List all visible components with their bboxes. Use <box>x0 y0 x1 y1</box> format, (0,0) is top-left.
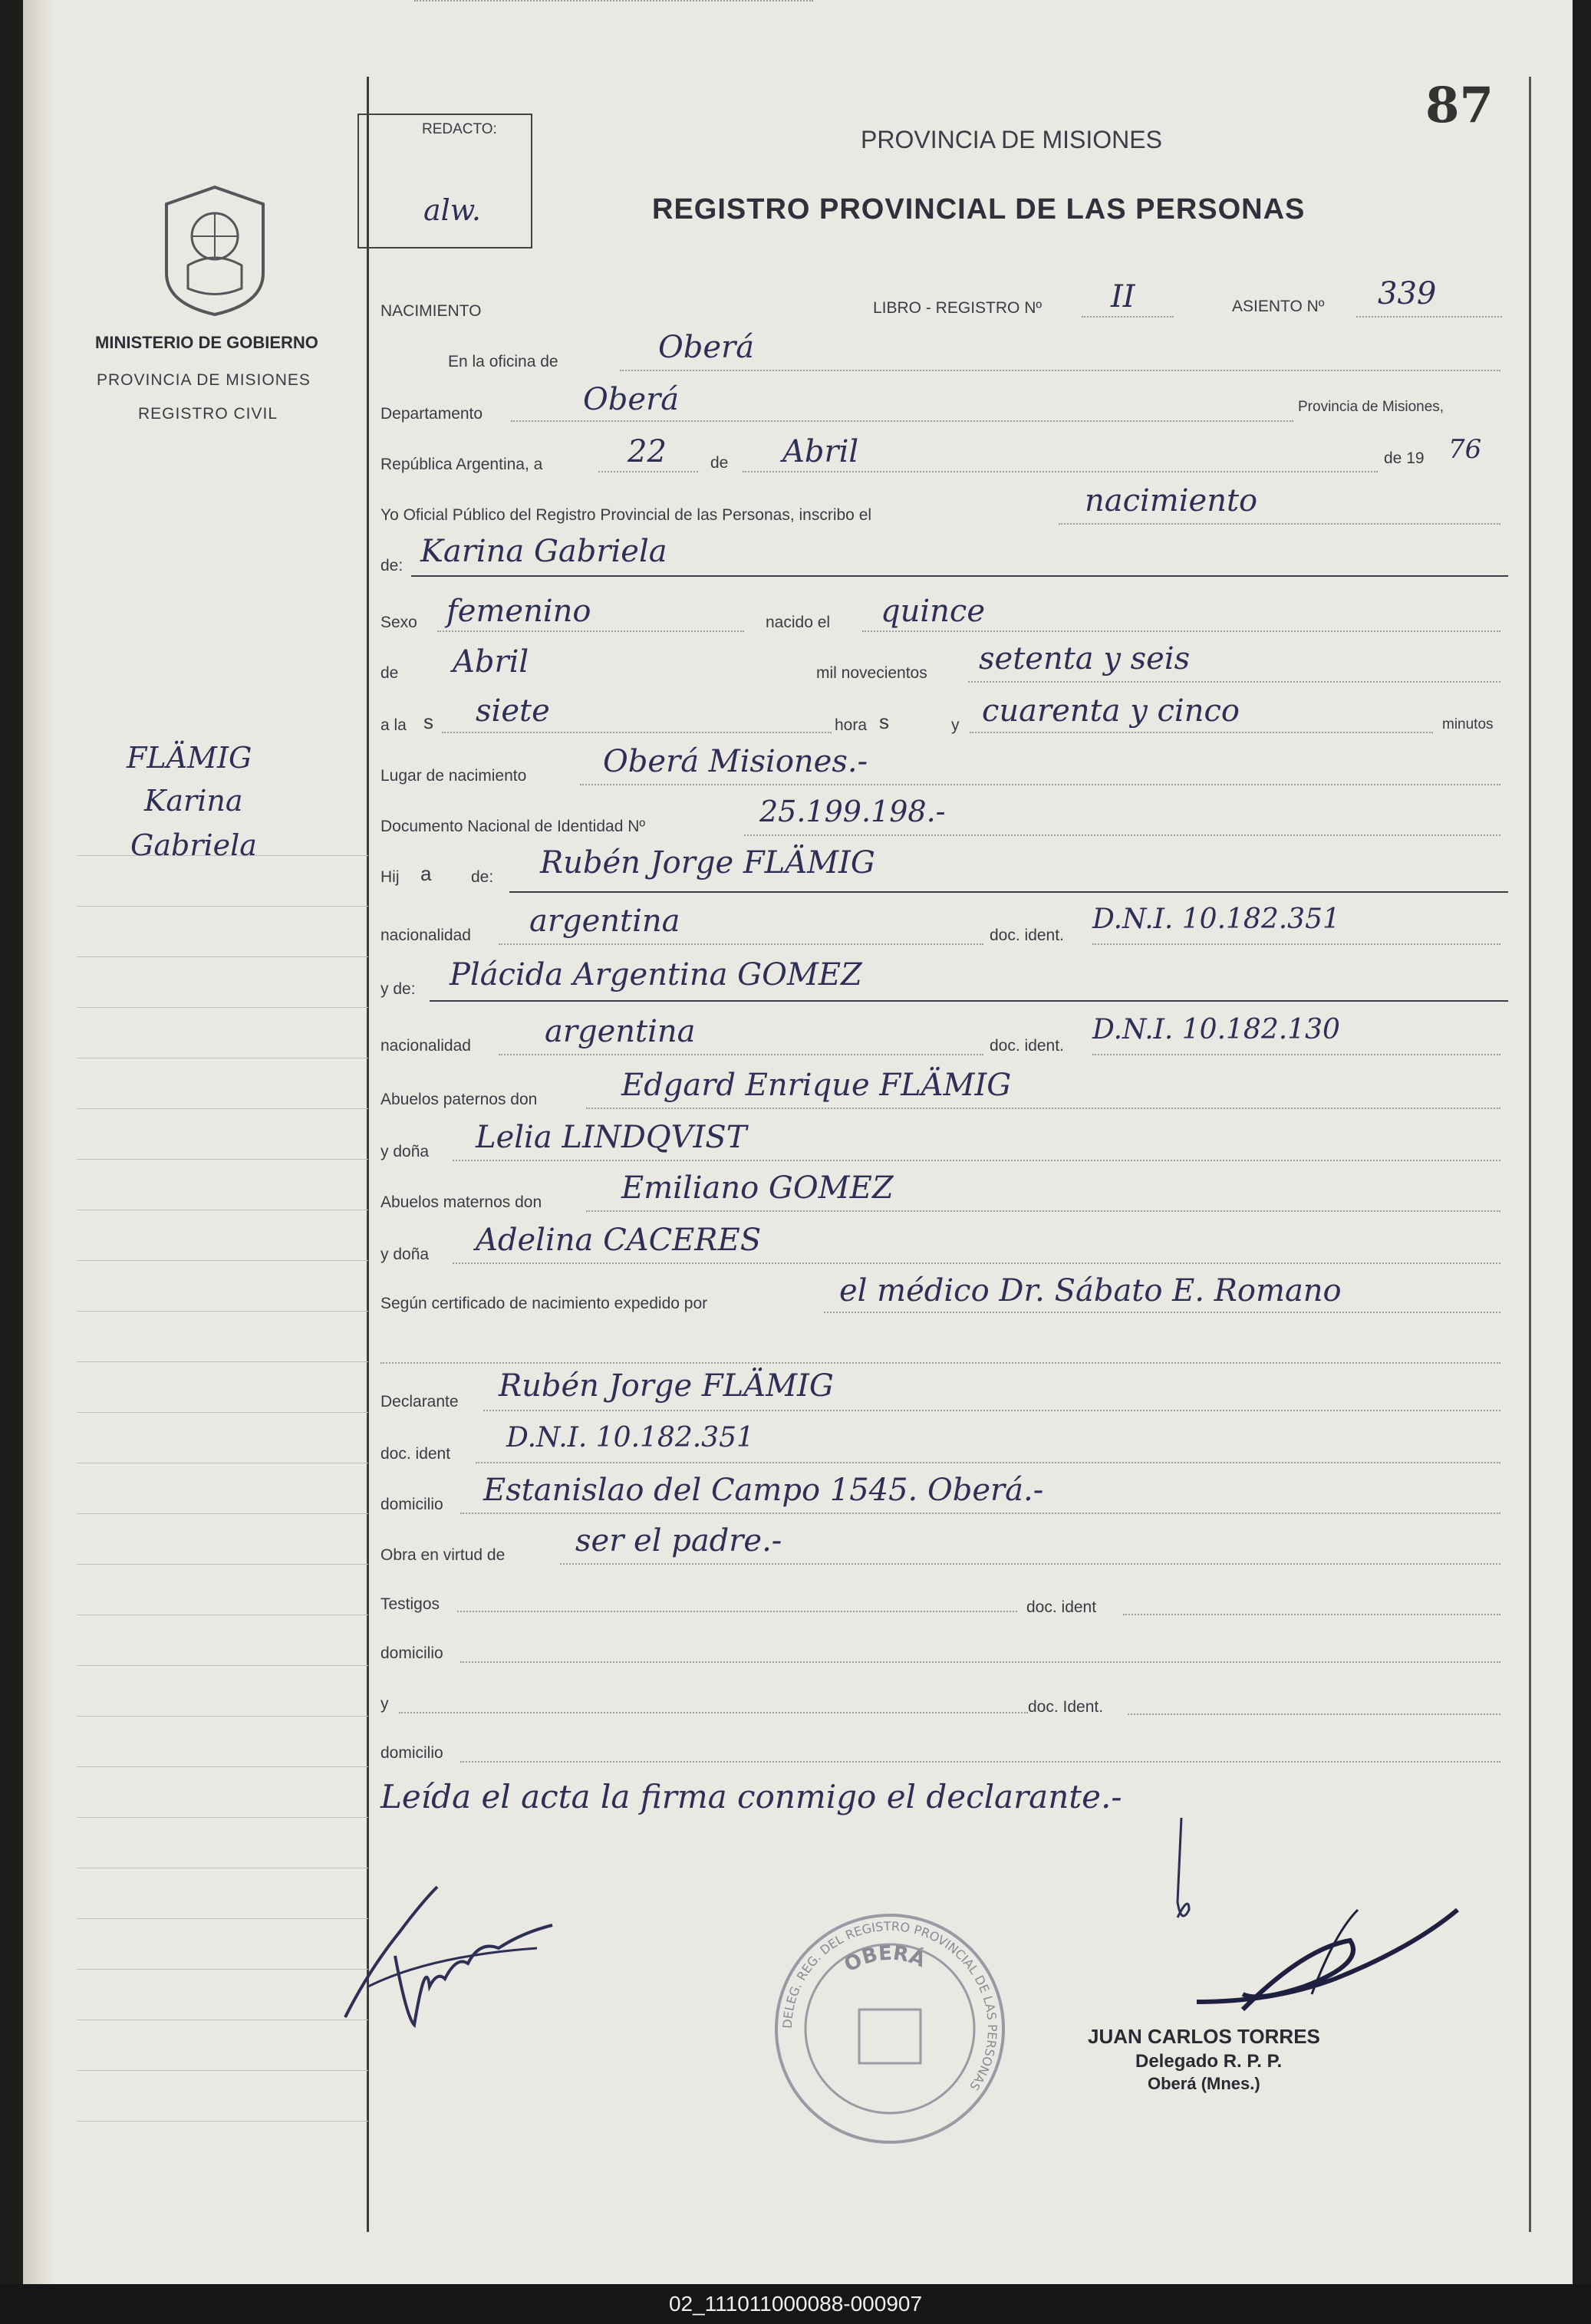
oficial-label: Yo Oficial Público del Registro Provincial de las Personas, inscribo el <box>380 506 872 524</box>
folio-number: 87 <box>1425 77 1494 134</box>
record-type: NACIMIENTO <box>380 302 482 320</box>
right-rule <box>1529 77 1531 2232</box>
declarante-value: Rubén Jorge FLÄMIG <box>499 1368 834 1404</box>
ala-value: siete <box>476 693 550 729</box>
provincial-emblem <box>157 181 272 319</box>
padre-doc-value: D.N.I. 10.182.351 <box>1092 904 1340 935</box>
official-title: Delegado R. P. P. <box>1135 2051 1283 2072</box>
padre-nac-label: nacionalidad <box>380 927 471 944</box>
margin-name1: Karina <box>144 784 243 818</box>
margin-surname: FLÄMIG <box>127 741 252 775</box>
hij-suffix: a <box>420 862 432 885</box>
y2-label: y <box>380 1695 389 1713</box>
redacto-initials: alw. <box>423 193 481 227</box>
departamento-label: Departamento <box>380 405 483 423</box>
dia-value: 22 <box>628 434 667 469</box>
libro-label: LIBRO - REGISTRO Nº <box>873 299 1043 317</box>
seal-city: OBERÁ <box>840 1941 929 1977</box>
official-name: JUAN CARLOS TORRES <box>1088 2025 1320 2048</box>
y-label: y <box>951 716 960 734</box>
document-id: 02_111011000088-000907 <box>0 2284 1591 2324</box>
oficial-value: nacimiento <box>1085 483 1258 518</box>
ala-label: a la <box>380 716 407 734</box>
de2-label: de: <box>380 557 404 574</box>
madre-doc-label: doc. ident. <box>990 1037 1064 1055</box>
ab-mat-dona-value: Adelina CACERES <box>476 1223 762 1258</box>
hij-label: Hij <box>380 868 400 886</box>
cert-label: Según certificado de nacimiento expedido por <box>380 1295 708 1312</box>
padre-nac-value: argentina <box>529 904 680 939</box>
testigos-doc-label: doc. ident <box>1026 1598 1097 1616</box>
ala-suffix: s <box>423 710 433 733</box>
padre-value: Rubén Jorge FLÄMIG <box>540 845 875 881</box>
yde-label: y de: <box>380 980 416 998</box>
asiento-value: 339 <box>1378 276 1437 311</box>
ab-pat-value: Edgard Enrique FLÄMIG <box>621 1068 1012 1103</box>
declarante-label: Declarante <box>380 1393 459 1411</box>
ab-mat-value: Emiliano GOMEZ <box>621 1170 894 1206</box>
ab-pat-dona-label: y doña <box>380 1143 430 1160</box>
nombre-value: Karina Gabriela <box>420 534 667 569</box>
ab-pat-dona-value: Lelia LINDQVIST <box>476 1120 747 1155</box>
sexo-label: Sexo <box>380 614 417 631</box>
redacto-label: REDACTO: <box>422 121 497 137</box>
margin-name2: Gabriela <box>130 828 257 862</box>
hij-de-label: de: <box>471 868 494 886</box>
cert-value: el médico Dr. Sábato E. Romano <box>839 1273 1342 1308</box>
page-shadow <box>23 0 54 2284</box>
declarante-doc-value: D.N.I. 10.182.351 <box>506 1422 754 1453</box>
left-signature <box>322 1864 575 2040</box>
hora-label: hora <box>835 716 868 734</box>
anio-label: de 19 <box>1384 449 1425 467</box>
province-title: PROVINCIA DE MISIONES <box>861 126 1162 153</box>
dni-label: Documento Nacional de Identidad Nº <box>380 818 646 835</box>
de3-label: de <box>380 664 399 682</box>
mil-value: setenta y seis <box>979 641 1191 676</box>
padre-doc-label: doc. ident. <box>990 927 1064 944</box>
registry-seal <box>771 1910 1009 2148</box>
right-signature <box>1105 1810 1473 2040</box>
official-place: Oberá (Mnes.) <box>1148 2074 1260 2093</box>
mes-nac-value: Abril <box>453 644 529 680</box>
mes-value: Abril <box>782 434 859 469</box>
seal-outer-text: DELEG. REG. DEL REGISTRO PROVINCIAL DE LAS PERSONAS <box>779 1918 1000 2094</box>
lugar-value: Oberá Misiones.- <box>603 744 868 779</box>
ministry-line2: PROVINCIA DE MISIONES <box>97 371 311 389</box>
svg-text:OBERÁ <box>841 1942 929 1977</box>
asiento-label: ASIENTO Nº <box>1232 298 1325 315</box>
oficina-value: Oberá <box>658 330 755 365</box>
departamento-value: Oberá <box>583 382 680 417</box>
dni-value: 25.199.198.- <box>759 795 946 828</box>
ab-pat-label: Abuelos paternos don <box>380 1091 538 1108</box>
obra-value: ser el padre.- <box>575 1523 782 1559</box>
hora-suffix: s <box>879 710 889 733</box>
domicilio-value: Estanislao del Campo 1545. Oberá.- <box>483 1473 1044 1508</box>
madre-value: Plácida Argentina GOMEZ <box>450 957 862 992</box>
libro-value: II <box>1111 279 1135 314</box>
madre-doc-value: D.N.I. 10.182.130 <box>1092 1014 1340 1045</box>
domicilio-label: domicilio <box>380 1496 443 1513</box>
domicilio3-label: domicilio <box>380 1744 443 1762</box>
testigo2-doc-label: doc. Ident. <box>1028 1698 1104 1716</box>
anio-value: 76 <box>1448 434 1482 465</box>
ab-mat-label: Abuelos maternos don <box>380 1193 542 1211</box>
nacido-label: nacido el <box>766 614 831 631</box>
closing-statement: Leída el acta la firma conmigo el declarante.- <box>380 1778 1122 1815</box>
ab-mat-dona-label: y doña <box>380 1246 430 1263</box>
testigos-label: Testigos <box>380 1595 440 1613</box>
ministry-line1: MINISTERIO DE GOBIERNO <box>95 333 318 352</box>
republica-label: República Argentina, a <box>380 456 543 473</box>
mil-label: mil novecientos <box>816 664 927 682</box>
registry-title: REGISTRO PROVINCIAL DE LAS PERSONAS <box>652 193 1306 225</box>
madre-nac-value: argentina <box>545 1014 696 1049</box>
domicilio2-label: domicilio <box>380 1644 443 1662</box>
madre-nac-label: nacionalidad <box>380 1037 471 1055</box>
provincia-label: Provincia de Misiones, <box>1298 399 1444 415</box>
sexo-value: femenino <box>446 594 591 629</box>
nacido-value: quince <box>881 594 985 629</box>
lugar-label: Lugar de nacimiento <box>380 767 527 785</box>
minutos-label: minutos <box>1442 716 1494 732</box>
de-label: de <box>710 454 729 472</box>
declarante-doc-label: doc. ident <box>380 1445 451 1463</box>
min-value: cuarenta y cinco <box>982 693 1240 729</box>
oficina-label: En la oficina de <box>448 353 558 370</box>
obra-label: Obra en virtud de <box>380 1546 506 1564</box>
ministry-line3: REGISTRO CIVIL <box>138 405 278 423</box>
